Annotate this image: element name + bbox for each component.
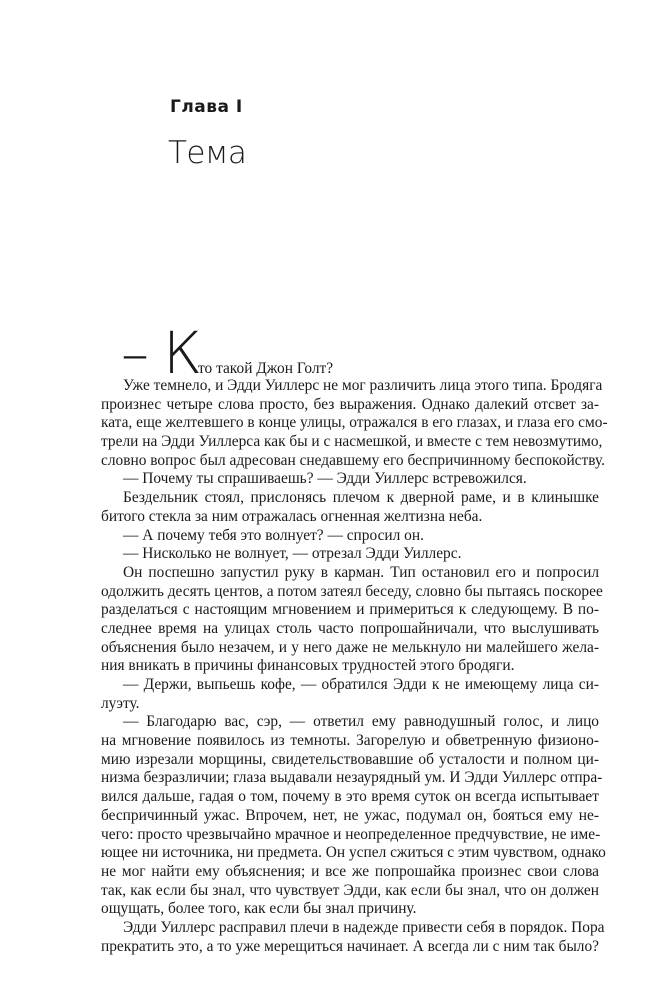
dropcap-letter: К: [163, 319, 203, 387]
text-line: Эдди Уиллерс расправил плечи в надежде привести себя в порядок. Пора: [123, 918, 605, 936]
text-line: произнес четыре слова просто, без выражения. Однако далекий отсвет за-: [101, 395, 599, 413]
text-line: Он поспешно запустил руку в карман. Тип остановил его и попросил: [123, 563, 599, 581]
text-line: чего: просто чрезвычайно мрачное и неопределенное предчувствие, не име-: [101, 825, 601, 843]
text-line: Бездельник стоял, прислонясь плечом к дверной раме, и в клинышке: [123, 489, 599, 507]
text-line: объяснения было незачем, и у него даже не мелькнуло ни малейшего жела-: [101, 638, 599, 656]
text-line: не мог найти ему объяснения; и все же попрошайка произнес свои слова: [101, 862, 599, 880]
text-line: беспричинный ужас. Впрочем, нет, не ужас, подумал он, бояться ему не-: [101, 806, 599, 824]
text-line: вился дальше, гадая о том, почему в это время суток он всегда испытывает: [101, 788, 599, 806]
text-line: луэту.: [101, 694, 140, 712]
text-line: мию изрезали морщины, свидетельствовавшие об усталости и полном ци-: [101, 750, 599, 768]
text-line: так, как если бы знал, что чувствует Эдди, как если бы знал, что он должен: [101, 881, 599, 899]
text-line: разделаться с настоящим мгновением и примериться к следующему. В по-: [101, 601, 599, 619]
text-line: прекратить это, а то уже мерещиться начинает. А всегда ли с ним так было?: [101, 937, 599, 955]
text-line: ката, еще желтевшего в конце улицы, отражался в его глазах, и глаза его смо-: [101, 414, 608, 432]
text-line: на мгновение появилось из темноты. Загорелую и обветренную физионо-: [101, 732, 599, 750]
text-line: следнее время на улицах столь часто попрошайничали, что выслушивать: [101, 619, 599, 637]
text-line: — Благодарю вас, сэр, — ответил ему равнодушный голос, и лицо: [123, 713, 599, 731]
text-line: — Нисколько не волнует, — отрезал Эдди Уиллерс.: [123, 545, 462, 563]
text-line: ния вникать в причины финансовых трудностей этого бродяги.: [101, 657, 515, 675]
text-line: — Держи, выпьешь кофе, — обратился Эдди к не имеющему лица си-: [123, 676, 599, 693]
opening-line-text: то такой Джон Голт?: [198, 360, 334, 377]
dropcap-dash: –: [121, 322, 149, 387]
text-line: ощущать, более того, как если бы знал причину.: [101, 900, 417, 918]
text-line: одолжить десять центов, а потом затеял беседу, словно бы пытаясь поскорее: [101, 582, 603, 600]
text-line: словно вопрос был адресован снедавшему его беспричинному беспокойству.: [101, 451, 605, 469]
text-line: битого стекла за ним отражалась огненная желтизна неба.: [101, 507, 483, 525]
text-line: ющее ни источника, ни предмета. Он успел сжиться с этим чувством, однако: [101, 844, 606, 862]
text-line: — Почему ты спрашиваешь? — Эдди Уиллерс встревожился.: [123, 470, 527, 488]
text-line: трели на Эдди Уиллерса как бы и с насмешкой, и вместе с тем невозмутимо,: [101, 433, 603, 451]
text-line: низма безразличии; глаза выдавали незаурядный ум. И Эдди Уиллерс отпра-: [101, 769, 603, 787]
chapter-title: Тема: [168, 135, 247, 171]
chapter-label: Глава I: [170, 97, 243, 117]
text-line: Уже темнело, и Эдди Уиллерс не мог различить лица этого типа. Бродяга: [123, 377, 603, 394]
body-text: [101, 319, 608, 956]
text-line: — А почему тебя это волнует? — спросил он.: [123, 526, 424, 544]
